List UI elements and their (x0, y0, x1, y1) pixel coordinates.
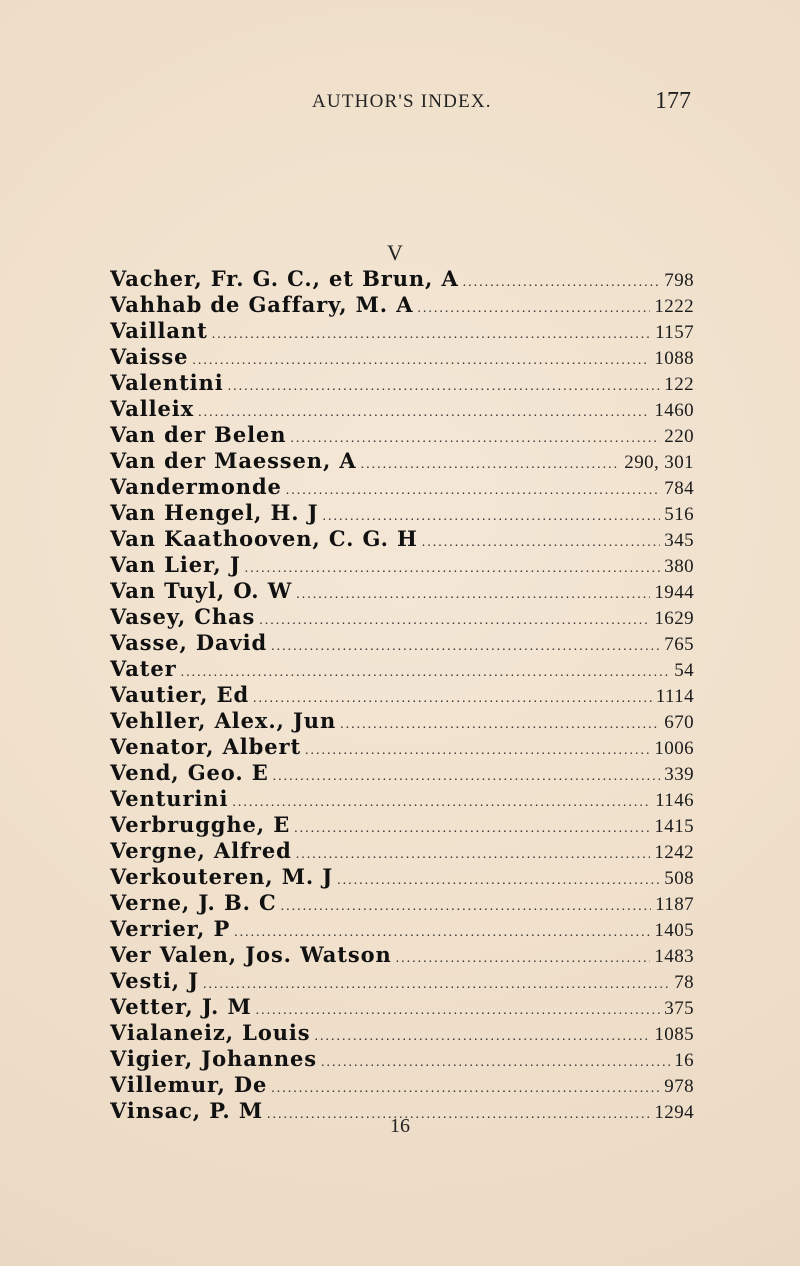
dot-leader (296, 582, 650, 604)
entry-page-reference: 1006 (654, 738, 694, 759)
dot-leader (271, 634, 660, 656)
entry-name: Vautier, Ed (110, 682, 250, 707)
entry-page-reference: 1157 (655, 322, 694, 343)
entry-page-reference: 508 (664, 868, 694, 889)
entry-page-reference: 784 (664, 478, 694, 499)
entry-page-reference: 380 (664, 556, 694, 577)
index-entry (110, 890, 694, 916)
dot-leader (463, 270, 661, 292)
dot-leader (321, 1050, 670, 1072)
index-entry (110, 916, 694, 942)
dot-leader (294, 816, 650, 838)
dot-leader (281, 894, 651, 916)
dot-leader (256, 998, 661, 1020)
entry-name: Vandermonde (110, 474, 282, 499)
index-entry (110, 292, 694, 318)
dot-leader (396, 946, 651, 968)
dot-leader (271, 1076, 660, 1098)
entry-name: Van Hengel, H. J (110, 500, 319, 525)
index-entry (110, 1072, 694, 1098)
entry-name: Vialaneiz, Louis (110, 1020, 311, 1045)
dot-leader (296, 842, 651, 864)
dot-leader (181, 660, 671, 682)
entry-name: Vahhab de Gaffary, M. A (110, 292, 414, 317)
entry-page-reference: 1294 (654, 1102, 694, 1123)
entry-name: Vigier, Johannes (110, 1046, 318, 1071)
dot-leader (315, 1024, 651, 1046)
index-entry (110, 942, 694, 968)
entry-name: Vehller, Alex., Jun (110, 708, 337, 733)
index-entry (110, 448, 694, 474)
dot-leader (232, 790, 651, 812)
dot-leader (192, 348, 650, 370)
entry-page-reference: 1483 (654, 946, 694, 967)
entry-page-reference: 516 (664, 504, 694, 525)
dot-leader (340, 712, 660, 734)
dot-leader (417, 296, 650, 318)
index-entry (110, 682, 694, 708)
entry-name: Vater (110, 656, 177, 681)
entry-page-reference: 1405 (654, 920, 694, 941)
entry-page-reference: 1944 (654, 582, 694, 603)
dot-leader (228, 374, 661, 396)
page-number: 177 (655, 88, 691, 114)
index-entry (110, 526, 694, 552)
entry-page-reference: 1146 (655, 790, 694, 811)
entry-page-reference: 1629 (654, 608, 694, 629)
entry-page-reference: 1088 (654, 348, 694, 369)
entry-page-reference: 16 (674, 1050, 694, 1071)
dot-leader (234, 920, 650, 942)
index-entry (110, 318, 694, 344)
index-entry (110, 812, 694, 838)
entry-page-reference: 1415 (654, 816, 694, 837)
entry-name: Valleix (110, 396, 195, 421)
entry-name: Vasey, Chas (110, 604, 256, 629)
dot-leader (361, 452, 621, 474)
entry-name: Van der Maessen, A (110, 448, 357, 473)
index-entries-list (110, 266, 694, 1124)
index-entry (110, 474, 694, 500)
entry-name: Van der Belen (110, 422, 287, 447)
index-entry (110, 578, 694, 604)
entry-page-reference: 375 (664, 998, 694, 1019)
entry-name: Venturini (110, 786, 229, 811)
entry-page-reference: 339 (664, 764, 694, 785)
index-entry (110, 266, 694, 292)
dot-leader (267, 1102, 650, 1124)
dot-leader (253, 686, 652, 708)
index-entry (110, 1046, 694, 1072)
entry-name: Vend, Geo. E (110, 760, 269, 785)
index-entry (110, 630, 694, 656)
dot-leader (212, 322, 651, 344)
entry-page-reference: 1085 (654, 1024, 694, 1045)
index-entry (110, 734, 694, 760)
dot-leader (322, 504, 660, 526)
dot-leader (203, 972, 670, 994)
index-entry (110, 864, 694, 890)
index-entry (110, 604, 694, 630)
entry-name: Verkouteren, M. J (110, 864, 334, 889)
entry-name: Venator, Albert (110, 734, 302, 759)
dot-leader (337, 868, 660, 890)
entry-name: Vetter, J. M (110, 994, 252, 1019)
signature-mark: 16 (390, 1115, 410, 1137)
entry-name: Vergne, Alfred (110, 838, 292, 863)
dot-leader (198, 400, 650, 422)
entry-page-reference: 220 (664, 426, 694, 447)
entry-name: Van Kaathooven, C. G. H (110, 526, 418, 551)
dot-leader (286, 478, 661, 500)
dot-leader (305, 738, 650, 760)
index-entry (110, 968, 694, 994)
entry-name: Verbrugghe, E (110, 812, 291, 837)
index-entry (110, 396, 694, 422)
entry-page-reference: 122 (664, 374, 694, 395)
entry-page-reference: 1114 (655, 686, 694, 707)
entry-page-reference: 798 (664, 270, 694, 291)
entry-page-reference: 290, 301 (624, 452, 694, 473)
index-entry (110, 994, 694, 1020)
entry-page-reference: 1242 (654, 842, 694, 863)
entry-page-reference: 1187 (655, 894, 694, 915)
entry-name: Van Tuyl, O. W (110, 578, 293, 603)
entry-page-reference: 1222 (654, 296, 694, 317)
dot-leader (245, 556, 661, 578)
entry-page-reference: 765 (664, 634, 694, 655)
index-entry (110, 500, 694, 526)
index-entry (110, 370, 694, 396)
entry-page-reference: 54 (674, 660, 694, 681)
dot-leader (273, 764, 661, 786)
entry-page-reference: 670 (664, 712, 694, 733)
entry-name: Vaisse (110, 344, 189, 369)
entry-name: Ver Valen, Jos. Watson (110, 942, 392, 967)
dot-leader (259, 608, 650, 630)
entry-page-reference: 78 (674, 972, 694, 993)
index-entry (110, 760, 694, 786)
entry-name: Vinsac, P. M (110, 1098, 263, 1123)
entry-name: Vaillant (110, 318, 208, 343)
running-head: AUTHOR'S INDEX. (312, 91, 492, 112)
index-entry (110, 1020, 694, 1046)
entry-name: Verrier, P (110, 916, 231, 941)
entry-name: Vesti, J (110, 968, 199, 993)
entry-page-reference: 1460 (654, 400, 694, 421)
index-entry (110, 786, 694, 812)
index-entry (110, 344, 694, 370)
entry-name: Villemur, De (110, 1072, 268, 1097)
entry-name: Vasse, David (110, 630, 268, 655)
entry-name: Vacher, Fr. G. C., et Brun, A (110, 266, 459, 291)
index-entry (110, 552, 694, 578)
entry-name: Valentini (110, 370, 224, 395)
dot-leader (422, 530, 661, 552)
entry-page-reference: 978 (664, 1076, 694, 1097)
entry-name: Van Lier, J (110, 552, 241, 577)
entry-page-reference: 345 (664, 530, 694, 551)
index-entry (110, 656, 694, 682)
index-entry (110, 838, 694, 864)
index-entry (110, 708, 694, 734)
entry-name: Verne, J. B. C (110, 890, 277, 915)
index-entry (110, 422, 694, 448)
dot-leader (290, 426, 660, 448)
section-letter: V (387, 240, 404, 265)
